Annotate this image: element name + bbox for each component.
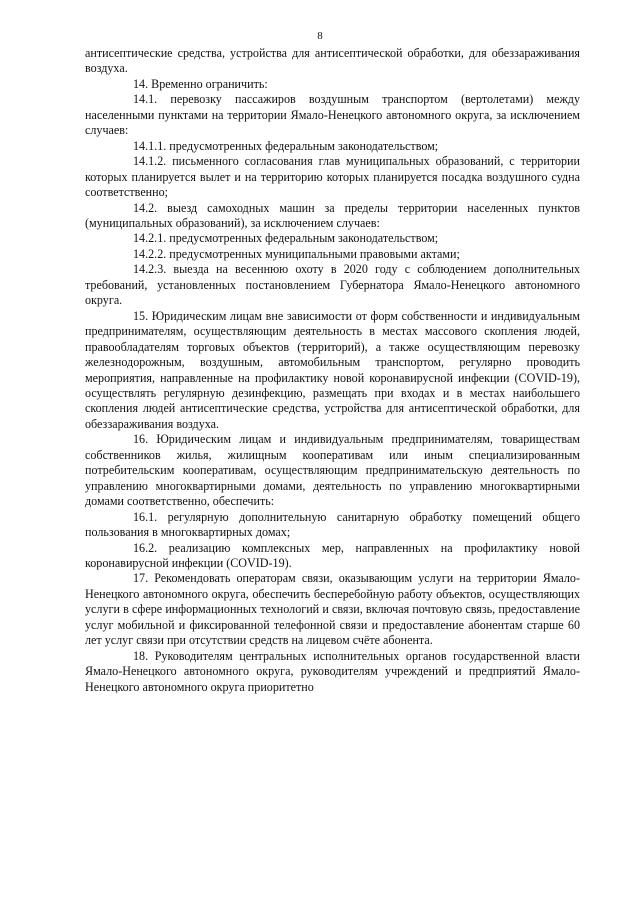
paragraph-16: 16. Юридическим лицам и индивидуальным предпринимателям, товариществам собственников жилья, жилищным кооперативам или иным специализированным потребительским кооперативам, осуществляющим предпринимательскую деятельность по управлению многоквартирными домами, деятельность по управлению многоквартирными домами соответственно, обеспечить:	[85, 432, 580, 509]
paragraph-16-2: 16.2. реализацию комплексных мер, направленных на профилактику новой коронавирусной инфекции (COVID-19).	[85, 540, 580, 570]
paragraph-14-2-3: 14.2.3. выезда на весеннюю охоту в 2020 году с соблюдением дополнительных требований, установленных постановлением Губернатора Ямало-Ненецкого автономного округа.	[85, 262, 580, 308]
page-number: 8	[317, 30, 323, 42]
paragraph-14-1-1: 14.1.1. предусмотренных федеральным законодательством;	[133, 138, 439, 153]
paragraph-15: 15. Юридическим лицам вне зависимости от форм собственности и индивидуальным предпринимателям, осуществляющим деятельность в местах массового скопления людей, правообладателям торговых объектов (территорий), а также осуществляющим перевозку железнодорожным, воздушным, автомобильным транспортом, регулярно проводить мероприятия, направленные на профилактику новой коронавирусной инфекции (COVID-19), осуществлять регулярную дезинфекцию, размещать при входах и в местах наибольшего скопления людей антисептические средства, устройства для антисептической обработки, для обеззараживания воздуха.	[85, 308, 580, 431]
paragraph-14-2-2: 14.2.2. предусмотренных муниципальными правовыми актами;	[133, 246, 460, 261]
paragraph-14: 14. Временно ограничить:	[133, 76, 268, 91]
paragraph-14-1-2: 14.1.2. письменного согласования глав муниципальных образований, с территории которых планируется вылет и на территорию которых планируется посадка воздушного судна соответственно;	[85, 154, 580, 200]
document-body	[85, 46, 580, 695]
paragraph-14-2-1: 14.2.1. предусмотренных федеральным законодательством;	[133, 231, 439, 246]
paragraph-14-2: 14.2. выезд самоходных машин за пределы территории населенных пунктов (муниципальных образований), за исключением случаев:	[85, 200, 580, 230]
paragraph-17: 17. Рекомендовать операторам связи, оказывающим услуги на территории Ямало-Ненецкого автономного округа, обеспечить бесперебойную работу объектов, осуществляющих услуги в сфере информационных технологий и связи, включая почтовую связь, предоставление услуг мобильной и фиксированной телефонной связи и предоставление абонентам старше 60 лет услуг связи при отсутствии средств на лицевом счёте абонента.	[85, 571, 580, 648]
paragraph-18: 18. Руководителям центральных исполнительных органов государственной власти Ямало-Ненецкого автономного округа, руководителям учреждений и предприятий Ямало-Ненецкого автономного округа приоритетно	[85, 648, 580, 694]
paragraph-continuation: антисептические средства, устройства для антисептической обработки, для обеззараживания воздуха.	[85, 46, 580, 76]
paragraph-14-1: 14.1. перевозку пассажиров воздушным транспортом (вертолетами) между населенными пунктами на территории Ямало-Ненецкого автономного округа, за исключением случаев:	[85, 92, 580, 138]
paragraph-16-1: 16.1. регулярную дополнительную санитарную обработку помещений общего пользования в многоквартирных домах;	[85, 509, 580, 540]
